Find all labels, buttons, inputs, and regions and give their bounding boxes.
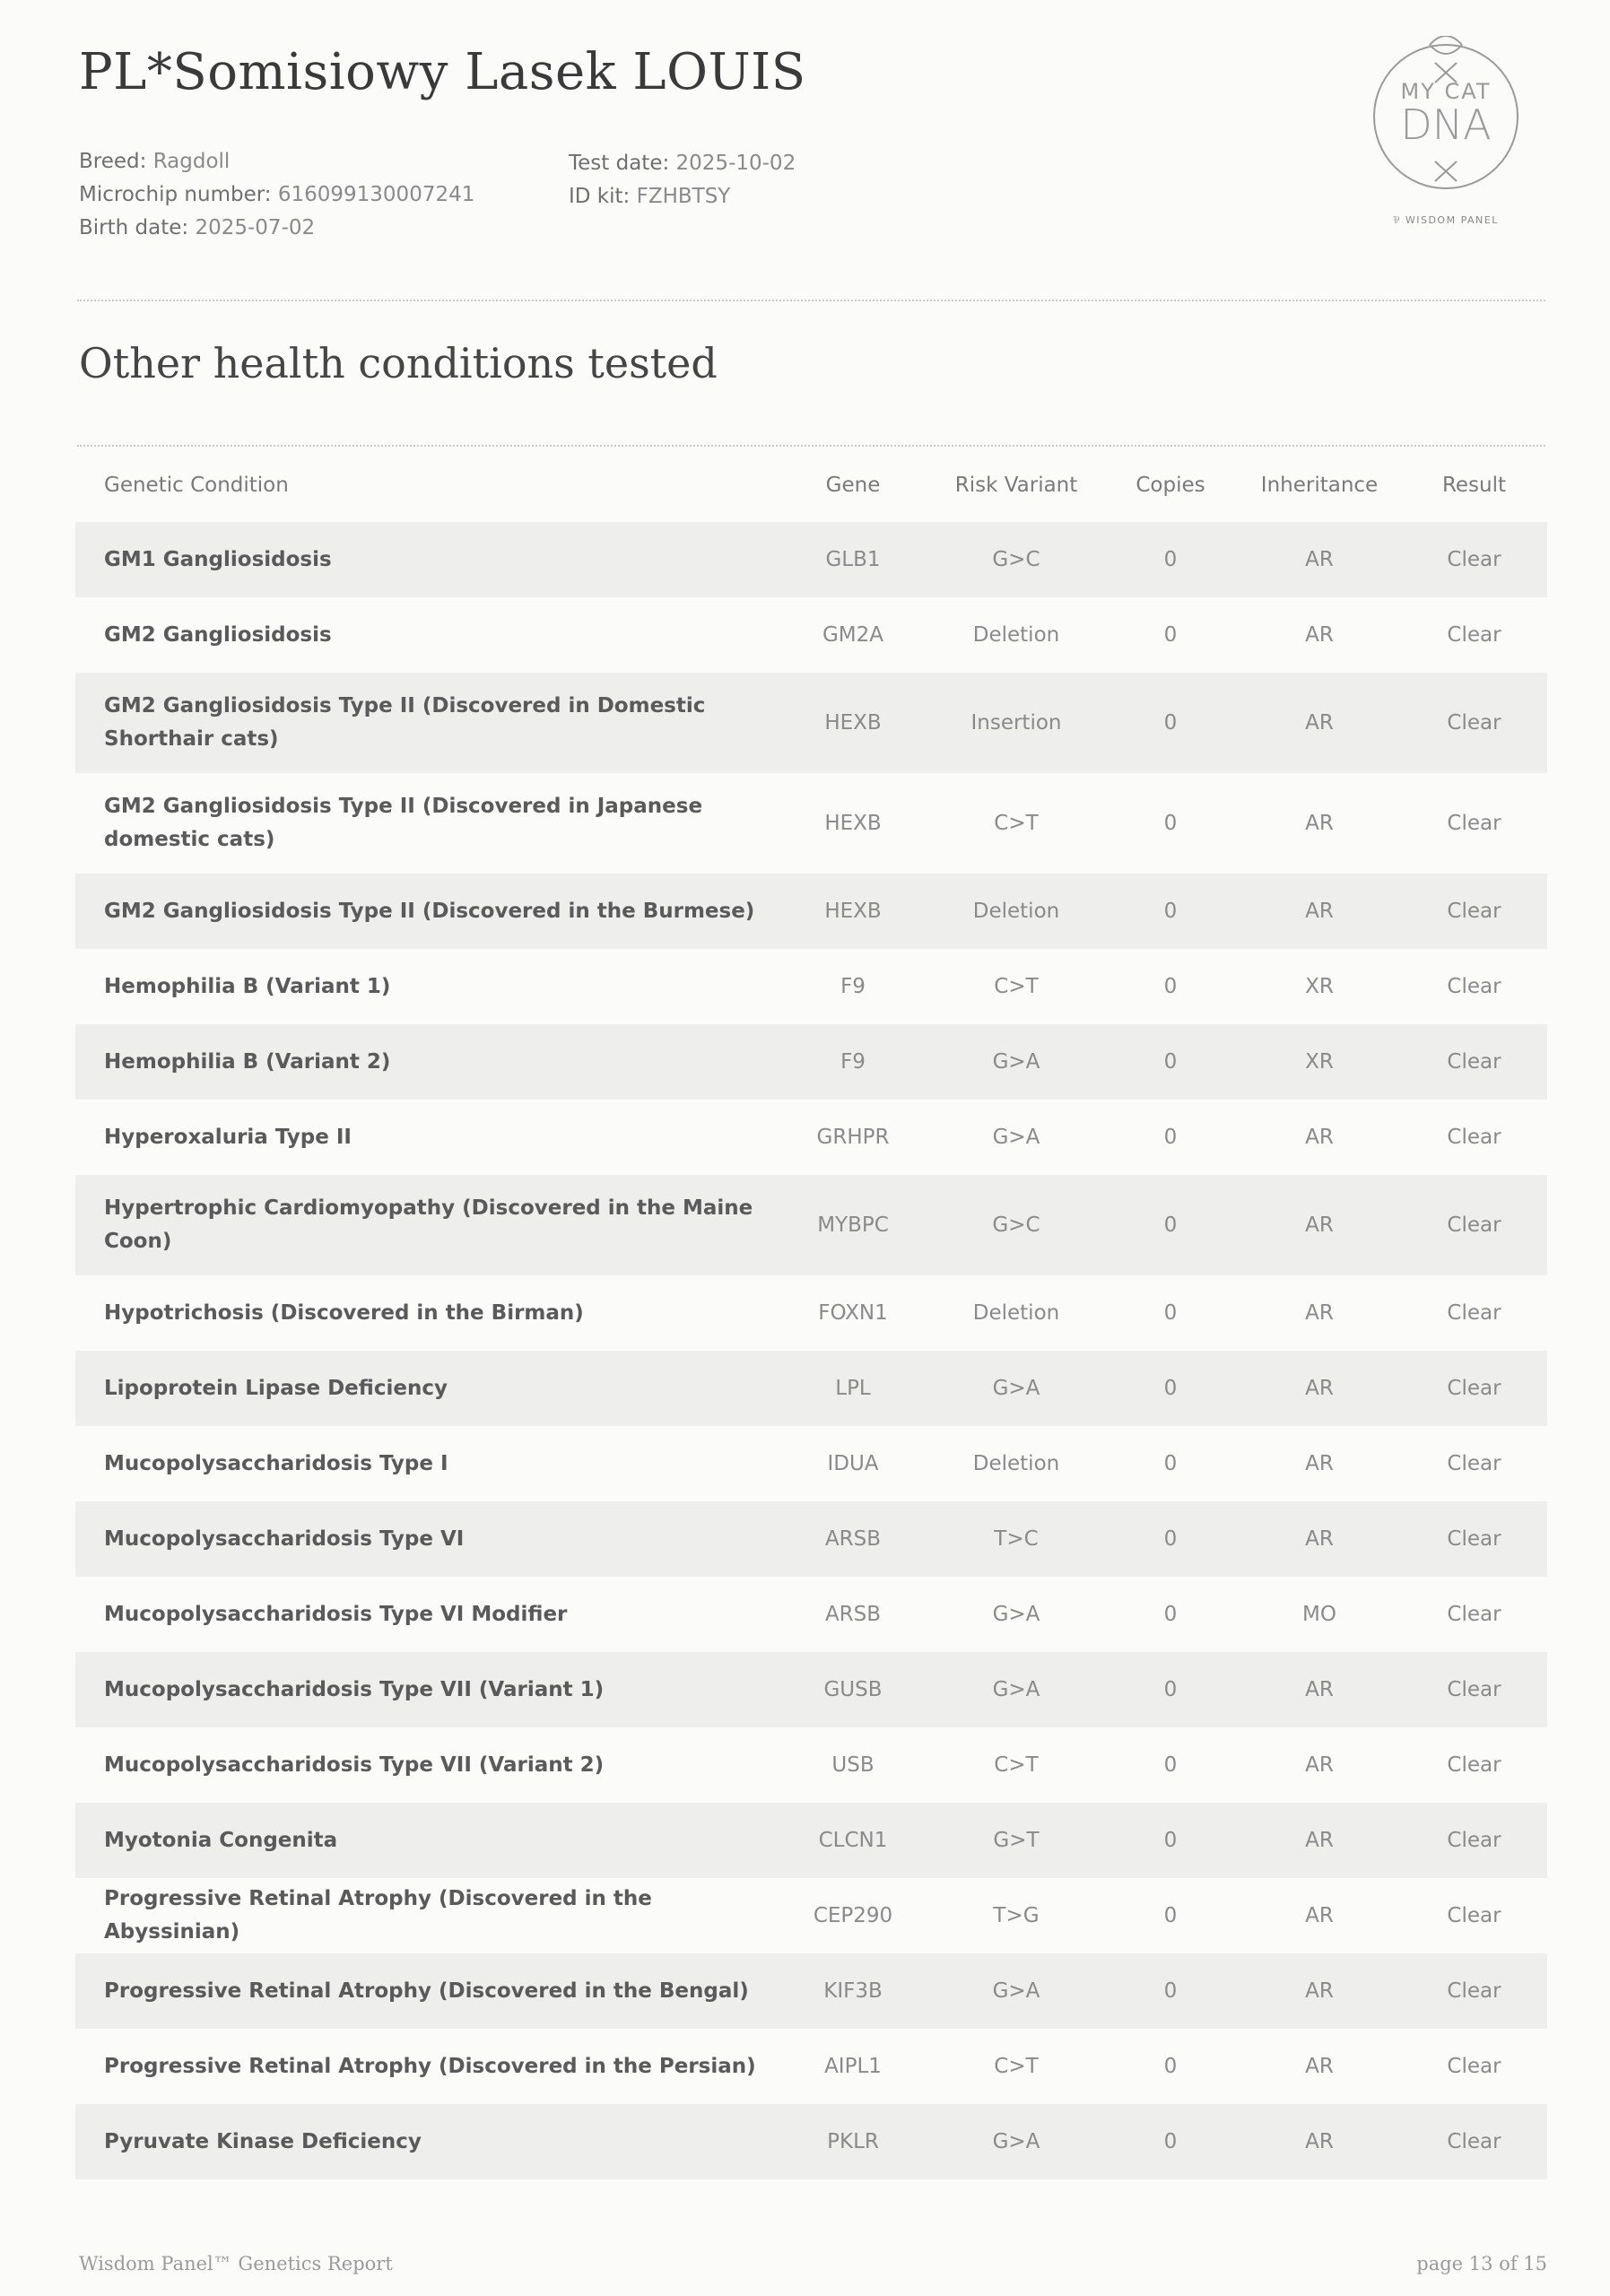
gene-cell: HEXB bbox=[824, 812, 882, 835]
result-cell: Clear bbox=[1447, 1452, 1501, 1475]
table-row bbox=[75, 874, 1547, 949]
result-cell: Clear bbox=[1447, 1979, 1501, 2003]
gene-cell: IDUA bbox=[827, 1452, 879, 1475]
copies-cell: 0 bbox=[1163, 1301, 1178, 1325]
inheritance-cell: XR bbox=[1305, 1050, 1334, 1074]
copies-cell: 0 bbox=[1163, 2130, 1178, 2153]
inheritance-cell: AR bbox=[1305, 623, 1334, 647]
logo-wisdom-panel: ⅌ WISDOM PANEL bbox=[1393, 214, 1499, 226]
inheritance-cell: AR bbox=[1305, 1213, 1334, 1237]
inheritance-cell: AR bbox=[1305, 1377, 1334, 1400]
table-row bbox=[75, 2029, 1547, 2104]
table-row bbox=[75, 1652, 1547, 1727]
inheritance-cell: AR bbox=[1305, 900, 1334, 923]
footer-report-name: Wisdom Panel™ Genetics Report bbox=[79, 2253, 393, 2274]
kit-id-label: ID kit: bbox=[569, 185, 631, 208]
risk-variant-cell: G>C bbox=[992, 548, 1040, 571]
condition-cell: Hypotrichosis (Discovered in the Birman) bbox=[104, 1300, 584, 1325]
result-cell: Clear bbox=[1447, 2055, 1501, 2078]
result-cell: Clear bbox=[1447, 1126, 1501, 1149]
result-cell: Clear bbox=[1447, 1753, 1501, 1777]
gene-cell: USB bbox=[831, 1753, 875, 1777]
result-cell: Clear bbox=[1447, 1904, 1501, 1927]
risk-variant-cell: G>A bbox=[992, 1050, 1040, 1074]
gene-cell: HEXB bbox=[824, 711, 882, 735]
table-row bbox=[75, 1275, 1547, 1351]
header-divider bbox=[77, 300, 1545, 301]
copies-cell: 0 bbox=[1163, 1050, 1178, 1074]
result-cell: Clear bbox=[1447, 1678, 1501, 1701]
gene-cell: CEP290 bbox=[813, 1904, 893, 1927]
copies-cell: 0 bbox=[1163, 812, 1178, 835]
risk-variant-cell: G>A bbox=[992, 2130, 1040, 2153]
copies-cell: 0 bbox=[1163, 711, 1178, 735]
gene-cell: ARSB bbox=[824, 1527, 882, 1551]
gene-cell: GLB1 bbox=[825, 548, 881, 571]
inheritance-cell: AR bbox=[1305, 1979, 1334, 2003]
copies-cell: 0 bbox=[1163, 548, 1178, 571]
logo-dna: DNA bbox=[1400, 100, 1492, 149]
table-row bbox=[75, 1577, 1547, 1652]
result-cell: Clear bbox=[1447, 1050, 1501, 1074]
inheritance-cell: AR bbox=[1305, 1527, 1334, 1551]
test-date-label: Test date: bbox=[569, 152, 670, 175]
microchip-line bbox=[79, 178, 474, 212]
risk-variant-cell: G>A bbox=[992, 1603, 1040, 1626]
result-cell: Clear bbox=[1447, 2130, 1501, 2153]
gene-cell: LPL bbox=[835, 1377, 871, 1400]
gene-cell: F9 bbox=[840, 975, 866, 998]
risk-variant-cell: T>C bbox=[994, 1527, 1039, 1551]
copies-cell: 0 bbox=[1163, 2055, 1178, 2078]
table-row bbox=[75, 597, 1547, 673]
result-cell: Clear bbox=[1447, 548, 1501, 571]
copies-cell: 0 bbox=[1163, 1904, 1178, 1927]
condition-cell: GM1 Gangliosidosis bbox=[104, 547, 332, 571]
copies-cell: 0 bbox=[1163, 1829, 1178, 1852]
condition-cell: Hypertrophic Cardiomyopathy (Discovered in the Maine Coon) bbox=[104, 1196, 753, 1253]
result-cell: Clear bbox=[1447, 1603, 1501, 1626]
gene-cell: GM2A bbox=[822, 623, 884, 647]
result-cell: Clear bbox=[1447, 1527, 1501, 1551]
copies-cell: 0 bbox=[1163, 1377, 1178, 1400]
condition-cell: Mucopolysaccharidosis Type VI Modifier bbox=[104, 1602, 568, 1626]
table-row bbox=[75, 1024, 1547, 1100]
table-row bbox=[75, 1100, 1547, 1175]
inheritance-cell: AR bbox=[1305, 1753, 1334, 1777]
footer-page-number: page 13 of 15 bbox=[1416, 2253, 1547, 2274]
copies-cell: 0 bbox=[1163, 1452, 1178, 1475]
gene-cell: GRHPR bbox=[816, 1126, 890, 1149]
copies-cell: 0 bbox=[1163, 1678, 1178, 1701]
condition-cell: Mucopolysaccharidosis Type VI bbox=[104, 1526, 465, 1551]
header-gene: Gene bbox=[825, 474, 881, 497]
risk-variant-cell: G>A bbox=[992, 1979, 1040, 2003]
inheritance-cell: AR bbox=[1305, 711, 1334, 735]
result-cell: Clear bbox=[1447, 1829, 1501, 1852]
inheritance-cell: AR bbox=[1305, 1452, 1334, 1475]
microchip-value: 616099130007241 bbox=[277, 183, 475, 206]
inheritance-cell: AR bbox=[1305, 2130, 1334, 2153]
condition-cell: GM2 Gangliosidosis Type II (Discovered in the Burmese) bbox=[104, 899, 755, 923]
risk-variant-cell: T>G bbox=[993, 1904, 1040, 1927]
copies-cell: 0 bbox=[1163, 1213, 1178, 1237]
kit-id-value: FZHBTSY bbox=[636, 185, 731, 208]
header-result: Result bbox=[1441, 474, 1507, 497]
microchip-label: Microchip number: bbox=[79, 183, 272, 206]
gene-cell: FOXN1 bbox=[818, 1301, 888, 1325]
copies-cell: 0 bbox=[1163, 1753, 1178, 1777]
condition-cell: Progressive Retinal Atrophy (Discovered in the Bengal) bbox=[104, 1979, 749, 2003]
condition-cell: GM2 Gangliosidosis Type II (Discovered in Japanese domestic cats) bbox=[104, 795, 703, 851]
risk-variant-cell: C>T bbox=[994, 1753, 1039, 1777]
my-cat-dna-logo bbox=[1365, 36, 1527, 233]
birth-date-line bbox=[79, 212, 474, 245]
table-row bbox=[75, 1175, 1547, 1275]
inheritance-cell: AR bbox=[1305, 812, 1334, 835]
risk-variant-cell: G>T bbox=[993, 1829, 1040, 1852]
table-row bbox=[75, 1501, 1547, 1577]
header-condition: Genetic Condition bbox=[104, 473, 289, 497]
copies-cell: 0 bbox=[1163, 1979, 1178, 2003]
condition-cell: Progressive Retinal Atrophy (Discovered in the Persian) bbox=[104, 2054, 756, 2078]
copies-cell: 0 bbox=[1163, 975, 1178, 998]
health-conditions-table bbox=[75, 448, 1547, 2179]
result-cell: Clear bbox=[1447, 711, 1501, 735]
inheritance-cell: AR bbox=[1305, 1126, 1334, 1149]
condition-cell: GM2 Gangliosidosis Type II (Discovered in Domestic Shorthair cats) bbox=[104, 694, 706, 751]
result-cell: Clear bbox=[1447, 900, 1501, 923]
condition-cell: Hyperoxaluria Type II bbox=[104, 1125, 352, 1149]
inheritance-cell: XR bbox=[1305, 975, 1334, 998]
inheritance-cell: AR bbox=[1305, 1301, 1334, 1325]
inheritance-cell: AR bbox=[1305, 2055, 1334, 2078]
copies-cell: 0 bbox=[1163, 623, 1178, 647]
table-row bbox=[75, 1878, 1547, 1953]
table-row bbox=[75, 2104, 1547, 2179]
result-cell: Clear bbox=[1447, 623, 1501, 647]
gene-cell: KIF3B bbox=[823, 1979, 883, 2003]
table-divider bbox=[77, 445, 1545, 447]
logo-my-cat: MY CAT bbox=[1400, 79, 1492, 104]
gene-cell: PKLR bbox=[827, 2130, 879, 2153]
inheritance-cell: MO bbox=[1302, 1603, 1336, 1626]
breed-value: Ragdoll bbox=[152, 150, 231, 173]
header-risk-variant: Risk Variant bbox=[954, 474, 1078, 497]
gene-cell: HEXB bbox=[824, 900, 882, 923]
risk-variant-cell: Deletion bbox=[972, 1452, 1060, 1475]
condition-cell: Mucopolysaccharidosis Type VII (Variant 1) bbox=[104, 1677, 605, 1701]
copies-cell: 0 bbox=[1163, 1603, 1178, 1626]
risk-variant-cell: Insertion bbox=[970, 711, 1062, 735]
table-row bbox=[75, 1426, 1547, 1501]
header-copies: Copies bbox=[1136, 474, 1205, 497]
gene-cell: ARSB bbox=[824, 1603, 882, 1626]
table-row bbox=[75, 522, 1547, 597]
copies-cell: 0 bbox=[1163, 1527, 1178, 1551]
table-row bbox=[75, 1803, 1547, 1878]
condition-cell: Myotonia Congenita bbox=[104, 1828, 338, 1852]
condition-cell: Lipoprotein Lipase Deficiency bbox=[104, 1376, 448, 1400]
gene-cell: F9 bbox=[840, 1050, 866, 1074]
table-body bbox=[75, 522, 1547, 2179]
inheritance-cell: AR bbox=[1305, 1829, 1334, 1852]
risk-variant-cell: C>T bbox=[994, 2055, 1039, 2078]
breed-line bbox=[79, 145, 474, 178]
gene-cell: MYBPC bbox=[817, 1213, 889, 1237]
gene-cell: GUSB bbox=[823, 1678, 883, 1701]
test-details bbox=[569, 147, 796, 213]
result-cell: Clear bbox=[1447, 1377, 1501, 1400]
gene-cell: CLCN1 bbox=[818, 1829, 888, 1852]
table-row bbox=[75, 773, 1547, 874]
risk-variant-cell: Deletion bbox=[972, 623, 1060, 647]
risk-variant-cell: Deletion bbox=[972, 1301, 1060, 1325]
result-cell: Clear bbox=[1447, 1213, 1501, 1237]
condition-cell: Mucopolysaccharidosis Type VII (Variant 2) bbox=[104, 1752, 605, 1777]
condition-cell: GM2 Gangliosidosis bbox=[104, 622, 332, 647]
result-cell: Clear bbox=[1447, 1301, 1501, 1325]
copies-cell: 0 bbox=[1163, 900, 1178, 923]
table-row bbox=[75, 949, 1547, 1024]
risk-variant-cell: C>T bbox=[994, 812, 1039, 835]
risk-variant-cell: Deletion bbox=[972, 900, 1060, 923]
gene-cell: AIPL1 bbox=[824, 2055, 882, 2078]
condition-cell: Hemophilia B (Variant 1) bbox=[104, 974, 391, 998]
kit-id-line bbox=[569, 180, 796, 213]
pet-name-title: PL*Somisiowy Lasek LOUIS bbox=[79, 43, 806, 101]
table-row bbox=[75, 1727, 1547, 1803]
condition-cell: Mucopolysaccharidosis Type I bbox=[104, 1451, 448, 1475]
test-date-line bbox=[569, 147, 796, 180]
birth-date-label: Birth date: bbox=[79, 216, 189, 239]
header-inheritance: Inheritance bbox=[1260, 474, 1379, 497]
test-date-value: 2025-10-02 bbox=[675, 152, 796, 175]
risk-variant-cell: G>A bbox=[992, 1377, 1040, 1400]
risk-variant-cell: G>A bbox=[992, 1678, 1040, 1701]
condition-cell: Progressive Retinal Atrophy (Discovered in the Abyssinian) bbox=[104, 1887, 652, 1944]
section-title: Other health conditions tested bbox=[79, 339, 718, 387]
inheritance-cell: AR bbox=[1305, 548, 1334, 571]
result-cell: Clear bbox=[1447, 975, 1501, 998]
table-row bbox=[75, 673, 1547, 773]
table-header bbox=[75, 448, 1547, 522]
risk-variant-cell: G>C bbox=[992, 1213, 1040, 1237]
risk-variant-cell: C>T bbox=[994, 975, 1039, 998]
table-row bbox=[75, 1351, 1547, 1426]
inheritance-cell: AR bbox=[1305, 1904, 1334, 1927]
risk-variant-cell: G>A bbox=[992, 1126, 1040, 1149]
breed-label: Breed: bbox=[79, 150, 147, 173]
copies-cell: 0 bbox=[1163, 1126, 1178, 1149]
condition-cell: Pyruvate Kinase Deficiency bbox=[104, 2129, 422, 2153]
table-row bbox=[75, 1953, 1547, 2029]
pet-details bbox=[79, 145, 474, 245]
inheritance-cell: AR bbox=[1305, 1678, 1334, 1701]
result-cell: Clear bbox=[1447, 812, 1501, 835]
condition-cell: Hemophilia B (Variant 2) bbox=[104, 1049, 391, 1074]
birth-date-value: 2025-07-02 bbox=[195, 216, 316, 239]
